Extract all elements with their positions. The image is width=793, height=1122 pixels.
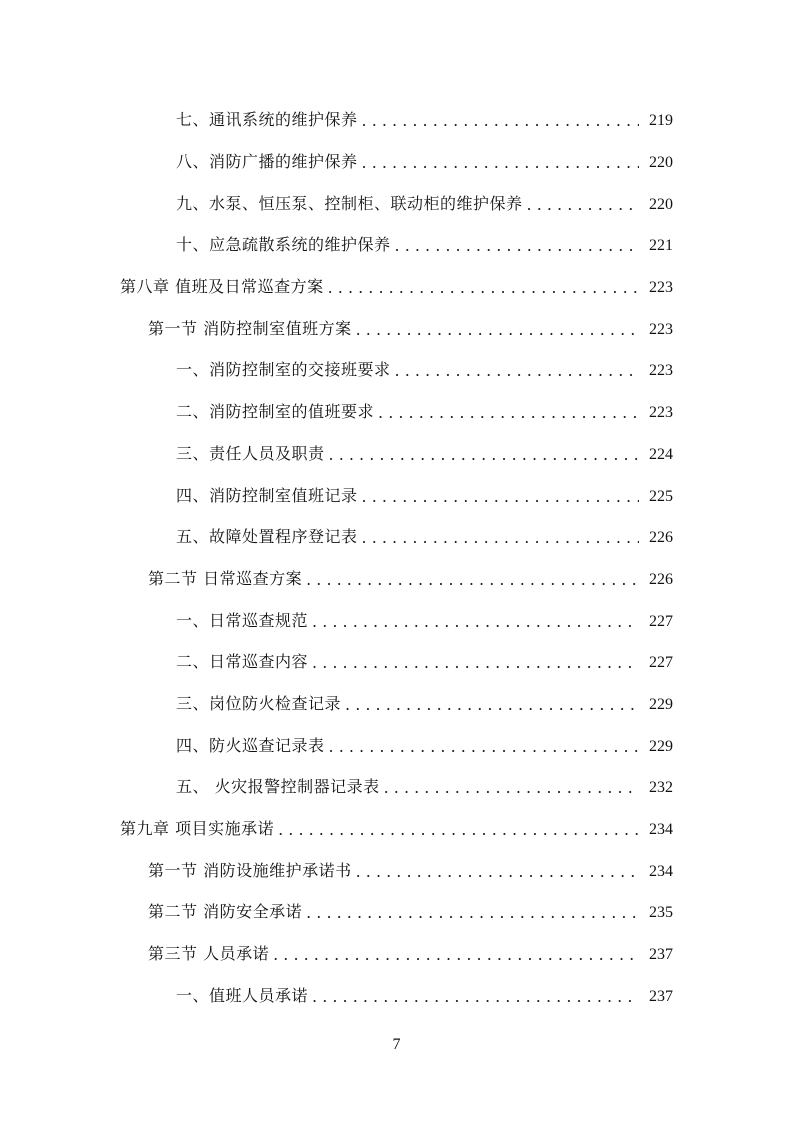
toc-entry-line [176,107,673,130]
toc-entry-title: 十、应急疏散系统的维护保养 [176,235,391,255]
toc-entry-line [176,774,673,797]
toc-entry[interactable] [0,390,793,432]
toc-entry-title: 一、消防控制室的交接班要求 [176,360,391,380]
dot-leader [395,361,639,380]
toc-entry-page: 219 [649,112,673,130]
toc-entry-line [148,899,673,922]
toc-entry-page: 234 [649,862,673,880]
toc-entry[interactable] [0,306,793,348]
toc-entry-title: 第一节 消防控制室值班方案 [148,318,352,338]
toc-entry[interactable] [0,682,793,724]
toc-entry-line [176,399,673,422]
toc-entry[interactable] [0,432,793,474]
toc-entry-title: 第一节 消防设施维护承诺书 [148,860,352,880]
dot-leader [328,278,639,297]
dot-leader [306,570,639,589]
toc-entry-line [176,483,673,506]
toc-entry-title: 九、水泵、恒压泵、控制柜、联动柜的维护保养 [176,193,523,213]
dot-leader [527,195,639,214]
dot-leader [362,153,639,172]
toc-entry-page: 237 [649,946,673,964]
toc-entry[interactable] [0,598,793,640]
toc-entry[interactable] [0,973,793,1015]
toc-entry-page: 227 [649,654,673,672]
dot-leader [356,320,639,339]
dot-leader [306,903,639,922]
dot-leader [278,820,639,839]
toc-entry[interactable] [0,640,793,682]
toc-entry-page: 223 [649,279,673,297]
toc-entry-page: 220 [649,195,673,213]
toc-entry-line [148,941,673,964]
toc-entry-page: 237 [649,987,673,1005]
toc-entry-page: 235 [649,904,673,922]
toc-entry-line [148,566,673,589]
toc-entry-line [176,232,673,255]
toc-entry-title: 五、 火灾报警控制器记录表 [176,777,380,797]
toc-entry[interactable] [0,723,793,765]
dot-leader [345,695,639,714]
toc-entry-page: 223 [649,404,673,422]
toc-entry-line [148,858,673,881]
toc-entry-line [176,191,673,214]
dot-leader [312,612,639,631]
toc-entry-line [120,816,673,839]
toc-entry-title: 四、消防控制室值班记录 [176,485,358,505]
toc-entry-page: 223 [649,320,673,338]
toc-entry-title: 第二节 日常巡查方案 [148,568,303,588]
toc-entry-line [176,691,673,714]
toc-entry-title: 第八章 值班及日常巡查方案 [120,277,324,297]
toc-entry-page: 221 [649,237,673,255]
toc-entry-line [176,441,673,464]
toc-entry-page: 226 [649,570,673,588]
toc-entry-line [120,274,673,297]
toc-entry-line [176,149,673,172]
dot-leader [312,653,639,672]
toc-entry-line [176,357,673,380]
toc-entry-title: 第九章 项目实施承诺 [120,819,275,839]
toc-entry-title: 二、日常巡查内容 [176,652,309,672]
table-of-contents [0,98,793,1015]
toc-entry[interactable] [0,890,793,932]
dot-leader [362,528,639,547]
toc-entry[interactable] [0,765,793,807]
toc-entry-title: 二、消防控制室的值班要求 [176,402,375,422]
toc-entry-title: 第二节 消防安全承诺 [148,902,303,922]
toc-entry-page: 220 [649,154,673,172]
toc-entry-line [176,983,673,1006]
dot-leader [356,862,639,881]
toc-entry-page: 229 [649,695,673,713]
dot-leader [384,778,639,797]
toc-entry-page: 226 [649,529,673,547]
toc-entry-line [176,649,673,672]
toc-entry-title: 八、消防广播的维护保养 [176,152,358,172]
toc-entry-title: 一、日常巡查规范 [176,610,309,630]
toc-entry-title: 一、值班人员承诺 [176,985,309,1005]
toc-entry-title: 七、通讯系统的维护保养 [176,110,358,130]
toc-entry-page: 227 [649,612,673,630]
toc-entry[interactable] [0,348,793,390]
dot-leader [362,487,639,506]
toc-entry-page: 224 [649,445,673,463]
toc-entry[interactable] [0,265,793,307]
dot-leader [362,111,639,130]
dot-leader [329,445,639,464]
dot-leader [329,737,639,756]
toc-entry-title: 四、防火巡查记录表 [176,735,325,755]
toc-entry[interactable] [0,181,793,223]
dot-leader [395,236,639,255]
toc-entry-line [148,316,673,339]
toc-entry[interactable] [0,98,793,140]
toc-entry-page: 232 [649,779,673,797]
toc-entry[interactable] [0,223,793,265]
toc-entry[interactable] [0,557,793,599]
toc-entry[interactable] [0,140,793,182]
dot-leader [273,945,639,964]
toc-entry-title: 三、责任人员及职责 [176,443,325,463]
toc-entry-page: 225 [649,487,673,505]
toc-entry[interactable] [0,473,793,515]
toc-entry[interactable] [0,932,793,974]
toc-entry-title: 三、岗位防火检查记录 [176,693,342,713]
page-number: 7 [392,1036,401,1053]
toc-entry[interactable] [0,515,793,557]
toc-entry-line [176,733,673,756]
dot-leader [378,403,639,422]
toc-entry-page: 234 [649,821,673,839]
toc-entry[interactable] [0,848,793,890]
toc-entry-page: 223 [649,362,673,380]
toc-entry-line [176,524,673,547]
dot-leader [312,987,639,1006]
toc-entry-title: 第三节 人员承诺 [148,944,270,964]
toc-entry[interactable] [0,807,793,849]
toc-entry-line [176,608,673,631]
toc-entry-title: 五、故障处置程序登记表 [176,527,358,547]
toc-entry-page: 229 [649,737,673,755]
